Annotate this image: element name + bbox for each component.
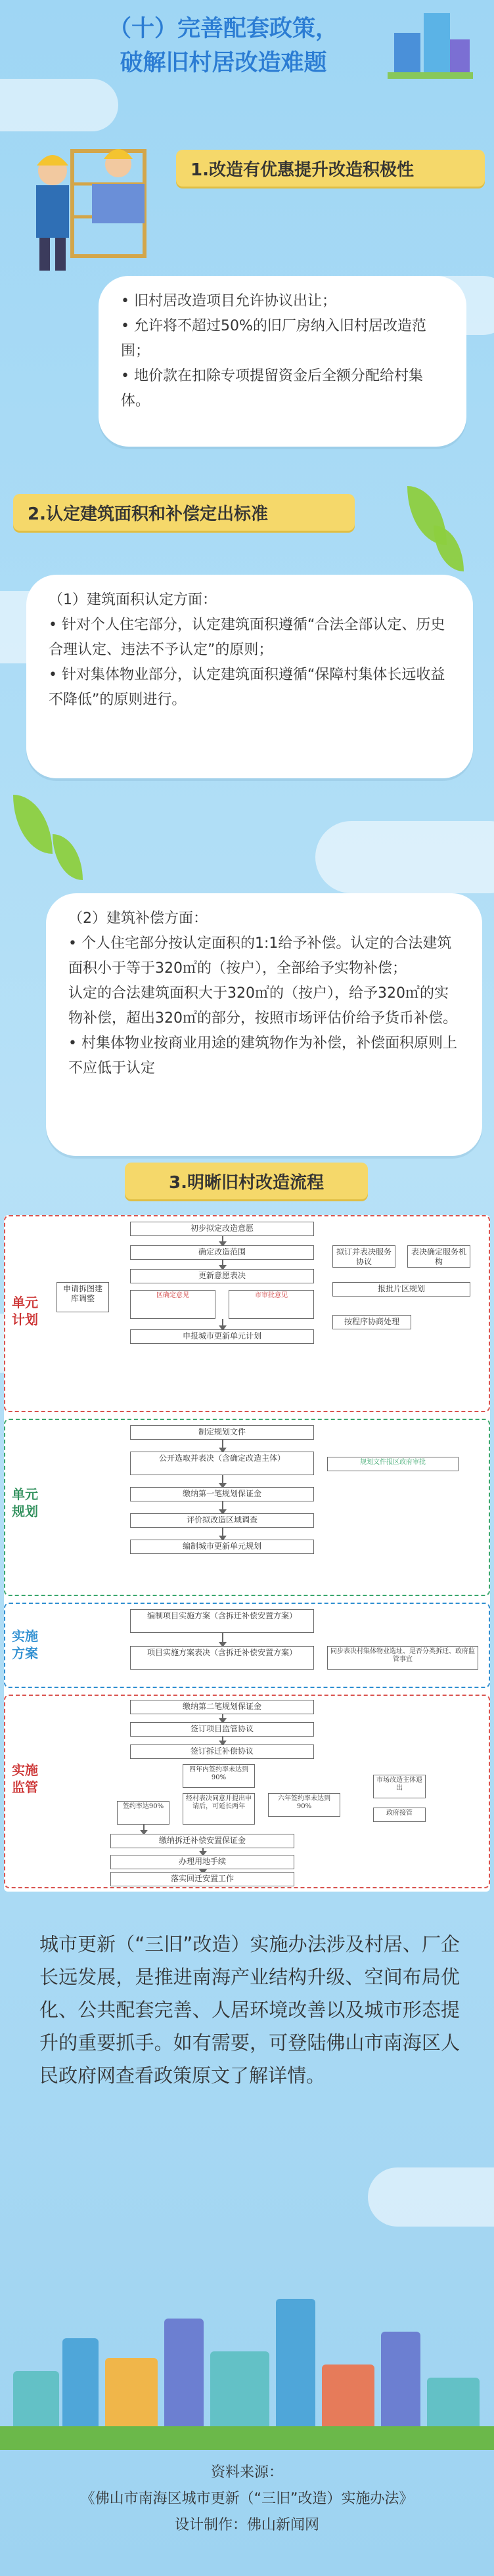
phase-unit-planning [4,1419,490,1596]
flow-box: 市场改造主体退出 [373,1775,426,1798]
phase-implementation-plan [4,1603,490,1688]
flow-arrow [222,1440,223,1452]
compensation-bullet: • 村集体物业按商业用途的建筑物作为补偿，补偿面积原则上不应低于认定 [68,1035,457,1077]
summary-paragraph: 城市更新（“三旧”改造）实施办法涉及村居、厂企长远发展，是推进南海产业结构升级、空间布局优化、公共配套完善、人居环境改善以及城市形态提升的重要抓手。如有需要，可登陆佛山市南海区人民政府网查看政策原文了解详情。 [39,1933,460,2087]
flow-box: 六年签约率未达到90% [268,1793,340,1817]
flow-box: 更新意愿表决 [130,1269,314,1283]
flow-box: 确定改造范围 [130,1245,314,1260]
source-label: 资料来源： [210,2464,283,2481]
phase-label-unit-planning: 单元 规划 [12,1486,38,1519]
section-1-heading-text: 1.改造有优惠提升改造积极性 [191,160,414,180]
flow-note: 市审批意见 [229,1290,314,1319]
leaf-decoration [13,795,53,854]
flow-box: 落实回迁安置工作 [110,1872,294,1886]
cloud-decoration [0,79,118,131]
page-title [82,12,365,80]
area-bullet: • 针对个人住宅部分，认定建筑面积遵循“合法全部认定、历史合理认定、违法不予认定”的原则； [49,617,445,658]
flow-note: 规划文件报区政府审批 [327,1457,459,1471]
compensation-bullet: • 个人住宅部分按认定面积的1:1给予补偿。认定的合法建筑面积小于等于320㎡的（按户），全部给予实物补偿； [68,935,452,977]
phase-label-unit-plan: 单元 计划 [12,1295,38,1327]
flow-arrow [222,1260,223,1269]
ground-strip [0,2426,494,2450]
flow-box: 申报城市更新单元计划 [130,1329,314,1344]
flow-box: 报批片区规划 [332,1282,470,1297]
section-1-bullet: • 地价款在扣除专项提留资金后全额分配给村集体。 [121,368,423,409]
renewal-flowchart [4,1215,490,1892]
flow-arrow [222,1236,223,1245]
flow-arrow [143,1825,145,1834]
flow-arrow [222,1714,223,1722]
flow-box: 缴纳第二笔规划保证金 [130,1700,314,1714]
source-block [0,2460,494,2539]
flow-box: 签订项目监管协议 [130,1722,314,1737]
flow-arrow [222,1633,223,1646]
title-line-2: 破解旧村居改造难题 [120,50,327,76]
phase-implementation-supervision [4,1695,490,1888]
buildings-icon [388,7,473,79]
section-1-heading [176,150,485,187]
source-document: 《佛山市南海区城市更新（“三旧”改造）实施办法》 [80,2491,414,2507]
compensation-subheading: （2）建筑补偿方面： [68,910,208,927]
flow-box: 申请拆图建库调整 [56,1282,109,1312]
source-producer: 设计制作：佛山新闻网 [174,2517,319,2533]
phase-label-implementation-plan: 实施 方案 [12,1628,38,1661]
section-2-card-compensation [46,893,482,1156]
flow-box: 项目实施方案表决（含拆迁补偿安置方案） [130,1646,314,1670]
flow-box: 公开选取并表决（含确定改造主体） [130,1452,314,1475]
flow-arrow [222,1475,223,1487]
flow-box: 经村表决同意并提出申请后，可延长两年 [183,1793,255,1825]
cloud-decoration [368,2167,494,2227]
section-2-heading-text: 2.认定建筑面积和补偿定出标准 [28,504,268,524]
flow-box: 编制城市更新单元规划 [130,1540,314,1554]
flow-box: 评价拟改造区域调查 [130,1513,314,1528]
section-1-bullet: • 旧村居改造项目允许协议出让； [121,293,336,309]
section-2-card-area [26,575,473,778]
flow-box: 初步拟定改造意愿 [130,1222,314,1236]
flow-arrow [222,1737,223,1744]
flow-box: 政府接管 [373,1808,426,1822]
flow-box: 缴纳第一笔规划保证金 [130,1487,314,1501]
flow-box: 签订拆迁补偿协议 [130,1744,314,1759]
cloud-decoration [315,821,494,893]
flow-box: 拟订并表决服务协议 [332,1245,395,1268]
leaf-decoration [53,834,83,880]
title-line-1: （十）完善配套政策， [108,16,338,42]
section-3-heading [125,1163,368,1199]
flow-box: 四年内签约率未达到90% [183,1764,255,1788]
flow-box: 办理用地手续 [110,1855,294,1869]
phase-unit-plan [4,1215,490,1412]
section-3-heading-text: 3.明晰旧村改造流程 [169,1172,324,1193]
section-1-card [99,276,466,447]
flow-box: 编制项目实施方案（含拆迁补偿安置方案） [130,1609,314,1633]
area-subheading: （1）建筑面积认定方面： [49,592,217,608]
flow-arrow [222,1501,223,1513]
section-2-heading [13,494,355,531]
flow-arrow [222,1528,223,1540]
flow-box: 制定规划文件 [130,1425,314,1440]
flow-box: 同步表决村集体物业选址、是否分类拆迁、政府监管事宜 [327,1646,478,1670]
area-bullet: • 针对集体物业部分，认定建筑面积遵循“保障村集体长远收益不降低”的原则进行。 [49,667,445,708]
flow-box: 签约率达90% [117,1801,169,1825]
flow-box: 缴纳拆迁补偿安置保证金 [110,1834,294,1848]
city-skyline-illustration [0,2266,494,2450]
compensation-bullet: 认定的合法建筑面积大于320㎡的（按户），给予320㎡的实物补偿，超出320㎡的部分，按照市场评估价给予货币补偿。 [68,985,457,1027]
phase-label-implementation-supervision: 实施 监管 [12,1762,38,1795]
flow-arrow [222,1319,223,1329]
flow-arrow [202,1848,204,1855]
workers-illustration-icon [13,125,158,282]
leaf-decoration [434,525,464,571]
flow-box: 按程序协商处理 [332,1315,411,1329]
flow-box: 表决确定服务机构 [407,1245,470,1268]
section-1-bullet: • 允许将不超过50%的旧厂房纳入旧村居改造范围； [121,318,426,359]
flow-note: 区确定意见 [130,1290,215,1319]
